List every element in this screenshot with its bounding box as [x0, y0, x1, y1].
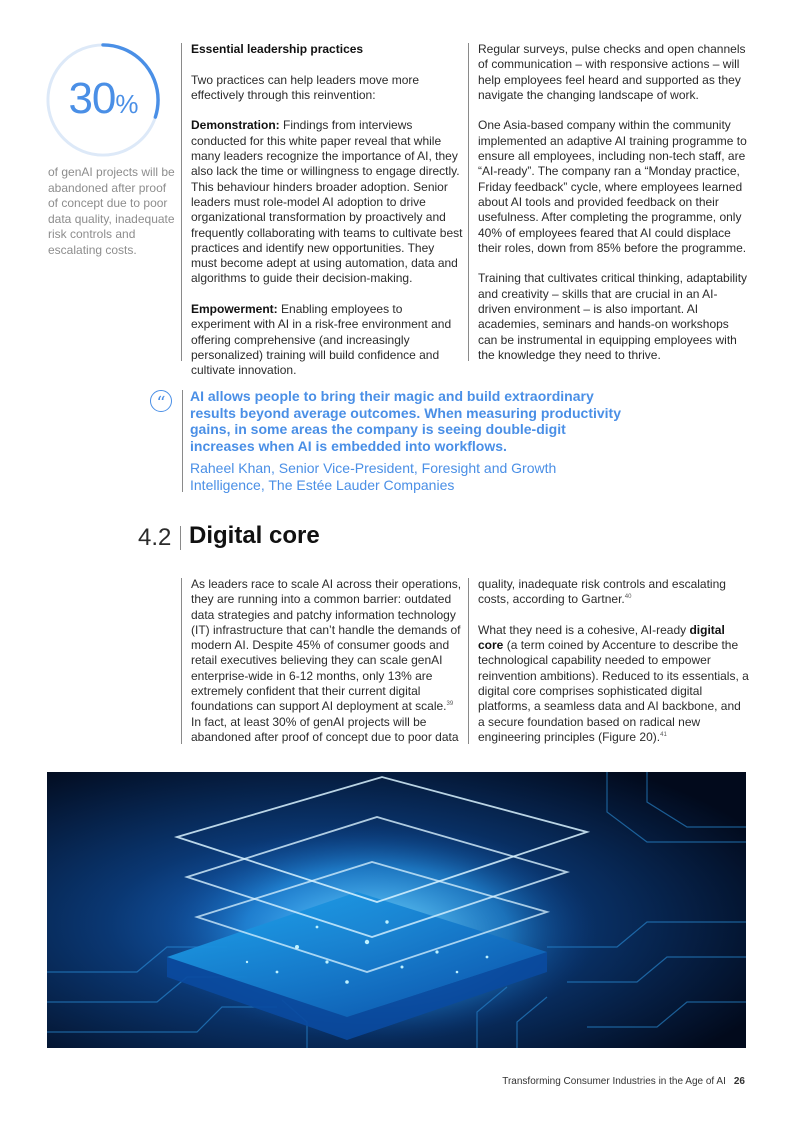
paragraph-text: Enabling employees to experiment with AI in a risk-free environment and offering comprehensive (and increasingly personalized) training will build confidence and cultivate innovation. — [191, 302, 452, 378]
paragraph-text: quality, inadequate risk controls and escalating costs, according to Gartner. — [478, 577, 726, 607]
paragraph: Training that cultivates critical thinking, adaptability and creativity – skills that are crucial in an AI-driven environment – is also important. AI academies, seminars and hands-on workshops can be instrumental in equipping employees with the knowledge they need to thrive. — [478, 271, 748, 362]
column-divider — [468, 43, 469, 361]
paragraph — [478, 577, 750, 608]
paragraph-empowerment — [191, 302, 463, 378]
term-digital-core: digital core — [478, 622, 725, 653]
term-label: Demonstration: — [191, 118, 280, 133]
paragraph — [478, 623, 750, 745]
quote-mark-icon: “ — [150, 390, 172, 412]
paragraph: One Asia-based company within the community implemented an adaptive AI training programme to ensure all employees, including non-tech staff, are “AI-ready”. The company ran a “Monday practice, Friday feedback” cycle, where employees learned about AI tools and provided feedback on their usefulness. After completing the programme, only 40% of employees feared that AI could displace their roles, down from 85% before the programme. — [478, 118, 747, 255]
column-divider — [181, 578, 182, 744]
footnote-ref: 40 — [624, 594, 632, 601]
footnote-ref: 39 — [446, 701, 454, 708]
digital-core-illustration — [47, 772, 746, 1048]
page-footer — [502, 1076, 745, 1087]
paragraph: In fact, at least 30% of genAI projects will be abandoned after proof of concept due to poor data — [191, 714, 459, 744]
quote-attribution: Raheel Khan, Senior Vice-President, Foresight and Growth Intelligence, The Estée Lauder Companies — [190, 460, 557, 493]
footnote-ref: 41 — [660, 731, 667, 738]
paragraph-text: Findings from interviews conducted for this white paper reveal that while many leaders recognize the importance of AI, they also lack the time or willingness to engage directly. This behaviour hinders broader adoption. Senior leaders must role-model AI adoption to drive organizational transformation by proactively and frequently collaborating with teams to cultivate best practices and identify new opportunities. They must become adept at using automation, data and algorithms to guide their decision-making. — [191, 118, 463, 286]
column-divider — [181, 43, 182, 361]
paragraph — [191, 577, 463, 715]
section-divider — [180, 526, 181, 550]
footer-title: Transforming Consumer Industries in the Age of AI — [502, 1076, 726, 1087]
stat-caption: of genAI projects will be abandoned after proof of concept due to poor data quality, inadequate risk controls and escalating costs. — [48, 165, 175, 257]
digital-core-image — [47, 772, 746, 1048]
paragraph: Two practices can help leaders move more effectively through this reinvention: — [191, 72, 420, 102]
column-divider — [468, 578, 469, 744]
section-title: Digital core — [189, 522, 320, 549]
column-digital-core-right — [478, 577, 750, 761]
column-employee-training — [478, 42, 750, 379]
paragraph-text: (a term coined by Accenture to describe the technological capability needed to empower reinvention ambitions). Reduced to its essentials, a digital core comprises sophisticated digital platforms, a seamless data and AI backbone, and a secure foundation based on radical new engineering principles (Figure 20). — [478, 638, 749, 744]
pull-quote: AI allows people to bring their magic and build extraordinary results beyond average outcomes. When measuring productivity gains, in some areas the company is seeing double-digit increases when AI is embedded into workflows. — [190, 388, 621, 454]
stat-unit: % — [115, 89, 138, 119]
column-digital-core-left — [191, 577, 463, 761]
subheading: Essential leadership practices — [191, 42, 364, 56]
paragraph-text: What they need is a cohesive, AI-ready — [478, 622, 690, 637]
paragraph-demonstration — [191, 118, 463, 286]
quote-divider — [182, 390, 183, 492]
column-essential-leadership — [191, 42, 463, 394]
paragraph-text: As leaders race to scale AI across their operations, they are running into a common barrier: outdated data strategies and patchy information technology (IT) infrastructure that can’t handle the demands of modern AI. Despite 45% of consumer goods and retail executives believing they can scale genAI enterprise-wide in 6-12 months, only 13% are extremely confident that their current digital foundations can support AI deployment at scale. — [191, 577, 462, 714]
term-label: Empowerment: — [191, 302, 278, 317]
stat-number: 30 — [68, 74, 116, 123]
paragraph: Regular surveys, pulse checks and open channels of communication – with responsive actions – will help employees feel heard and supported as they navigate the changing landscape of work. — [478, 42, 746, 102]
stat-value — [40, 74, 166, 124]
section-number: 4.2 — [138, 524, 172, 551]
page-number: 26 — [733, 1076, 745, 1087]
